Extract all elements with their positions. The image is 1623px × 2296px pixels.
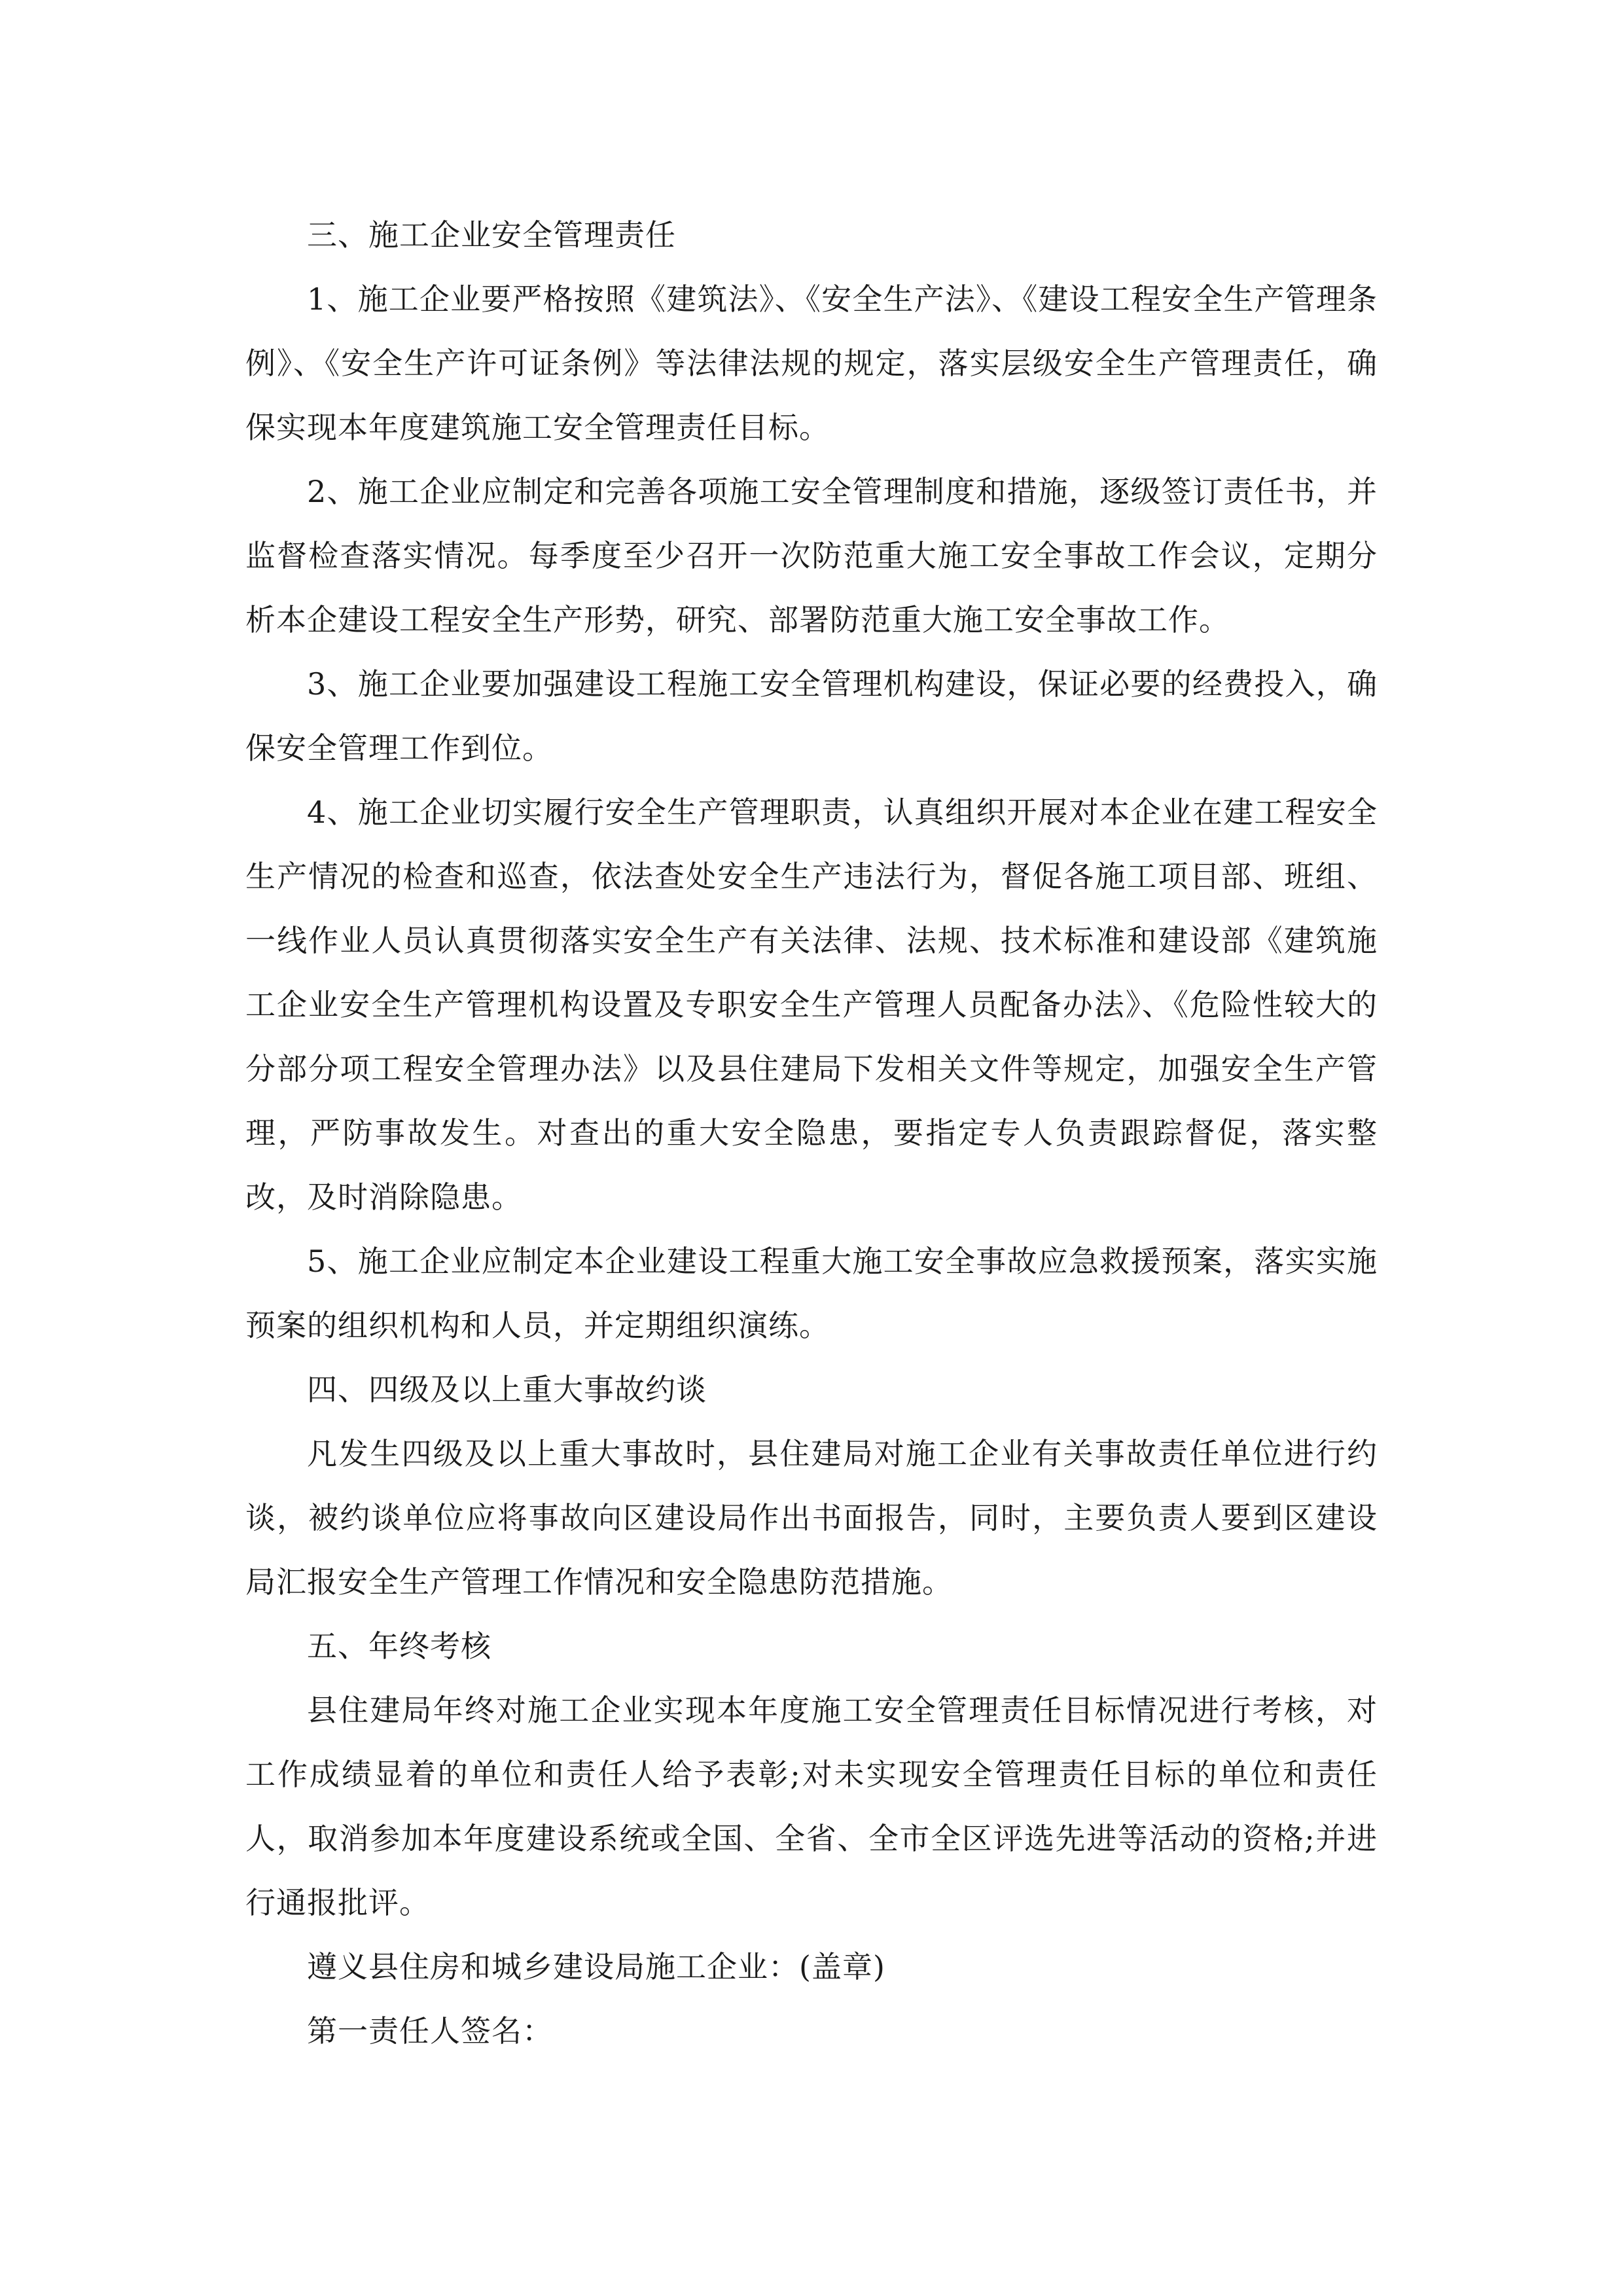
paragraph: 4、施工企业切实履行安全生产管理职责，认真组织开展对本企业在建工程安全生产情况的检查和巡查，依法查处安全生产违法行为，督促各施工项目部、班组、一线作业人员认真贯彻落实安全生产有关法律、法规、技术标准和建设部《建筑施工企业安全生产管理机构设置及专职安全生产管理人员配备办法》、《危险性较大的分部分项工程安全管理办法》以及县住建局下发相关文件等规定，加强安全生产管理，严防事故发生。对查出的重大安全隐患，要指定专人负责跟踪督促，落实整改，及时消除隐患。 [245, 795, 1378, 1215]
paragraph: 2、施工企业应制定和完善各项施工安全管理制度和措施，逐级签订责任书，并监督检查落实情况。每季度至少召开一次防范重大施工安全事故工作会议，定期分析本企建设工程安全生产形势，研究、部署防范重大施工安全事故工作。 [245, 474, 1378, 637]
document-body [245, 203, 1378, 2063]
paragraph: 县住建局年终对施工企业实现本年度施工安全管理责任目标情况进行考核，对工作成绩显着的单位和责任人给予表彰;对未实现安全管理责任目标的单位和责任人，取消参加本年度建设系统或全国、全省、全市全区评选先进等活动的资格;并进行通报批评。 [245, 1693, 1378, 1920]
section-heading: 五、年终考核 [307, 1628, 491, 1664]
paragraph: 1、施工企业要严格按照《建筑法》、《安全生产法》、《建设工程安全生产管理条例》、《安全生产许可证条例》等法律法规的规定，落实层级安全生产管理责任，确保实现本年度建筑施工安全管理责任目标。 [245, 281, 1378, 445]
section-heading: 三、施工企业安全管理责任 [307, 217, 676, 253]
paragraph: 5、施工企业应制定本企业建设工程重大施工安全事故应急救援预案，落实实施预案的组织机构和人员，并定期组织演练。 [245, 1244, 1378, 1343]
paragraph: 3、施工企业要加强建设工程施工安全管理机构建设，保证必要的经费投入，确保安全管理工作到位。 [245, 666, 1378, 766]
signature-signer: 第一责任人签名： [307, 2013, 553, 2049]
signature-parties: 遵义县住房和城乡建设局施工企业：(盖章) [307, 1949, 885, 1984]
section-heading: 四、四级及以上重大事故约谈 [307, 1372, 707, 1407]
paragraph: 凡发生四级及以上重大事故时，县住建局对施工企业有关事故责任单位进行约谈，被约谈单位应将事故向区建设局作出书面报告，同时，主要负责人要到区建设局汇报安全生产管理工作情况和安全隐患防范措施。 [245, 1436, 1378, 1600]
